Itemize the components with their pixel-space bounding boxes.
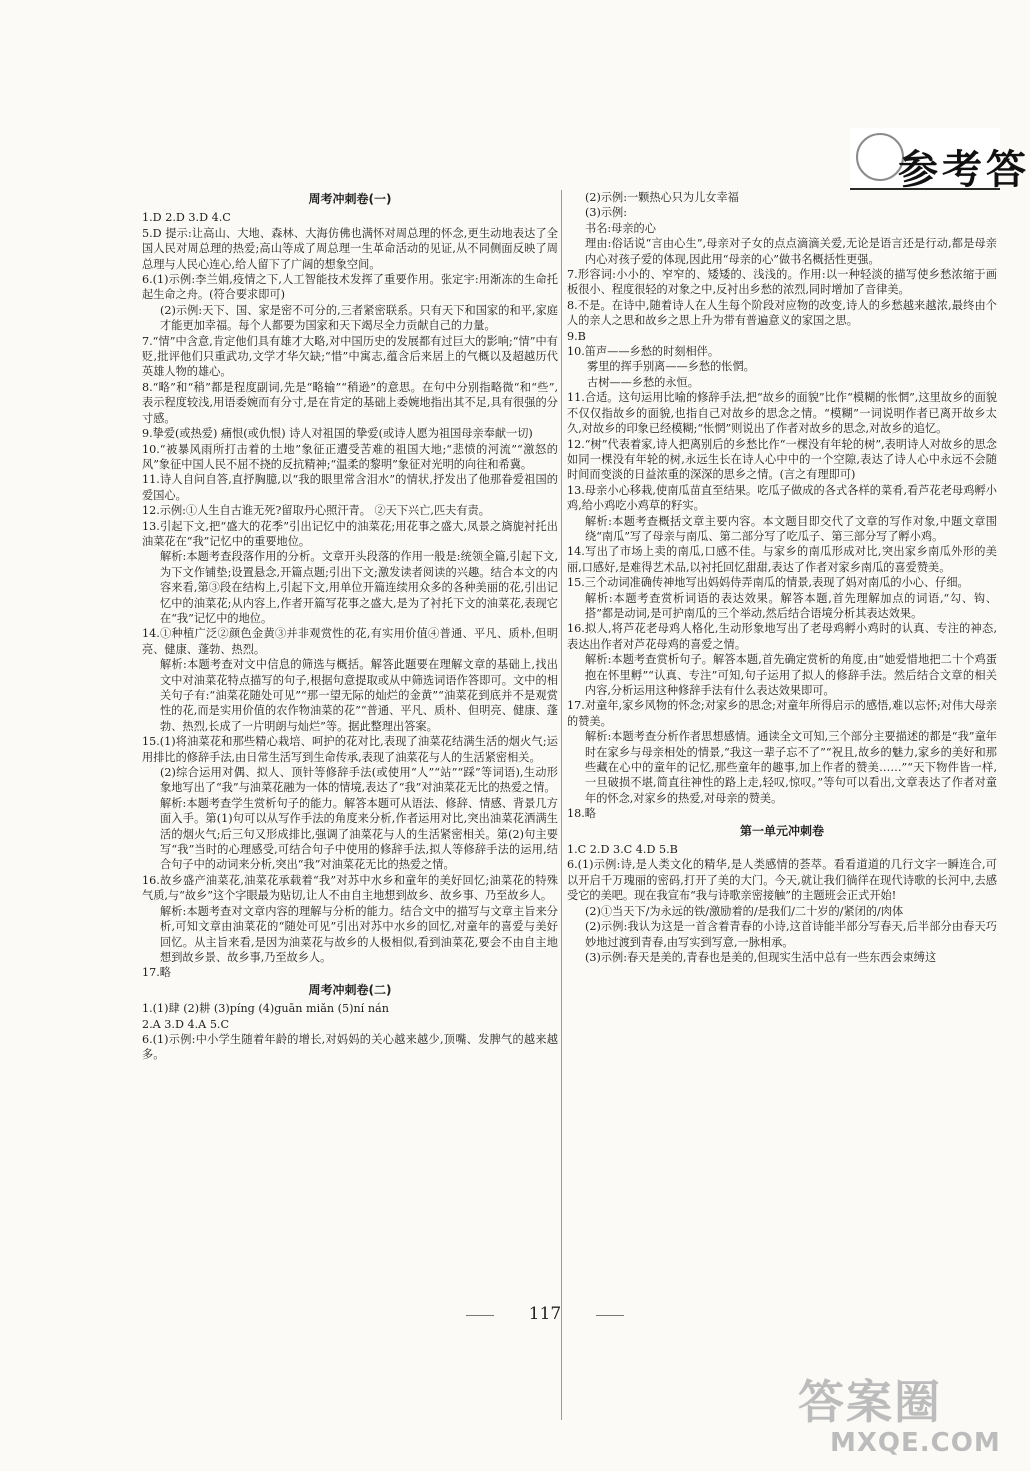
answer-paragraph: 17.略: [142, 966, 171, 980]
page-number: 117: [500, 1304, 590, 1324]
answer-paragraph: 13.引起下文,把“盛大的花季”引出记忆中的油菜花;用花事之盛大,凤景之旖旎衬托出油菜花在“我”记忆中的重要地位。: [142, 519, 558, 548]
answer-paragraph: 16.故乡盛产油菜花,油菜花承载着“我”对苏中水乡和童年的美好回忆;油菜花的特殊气质,与“故乡”这个字眼最为贴切,让人不由自主地想到故乡、故乡事、乃至故乡人。: [142, 873, 558, 903]
answer-paragraph: 12.示例:①人生自古谁无死?留取丹心照汗青。 ②天下兴亡,匹夫有责。: [142, 504, 490, 518]
answer-paragraph: 理由:俗话说“言由心生”,母亲对子女的点点滴滴关爱,无论是语言还是行动,都是母亲内心对孩子爱的体现,因此用“母亲的心”做书名概括性更强。: [585, 237, 997, 266]
section-title: 周考冲刺卷(一): [308, 192, 392, 206]
answer-paragraph: (3)示例:春天是美的,青春也是美的,但现实生活中总有一些东西会束缚这: [585, 950, 937, 964]
header-title: 参考答: [898, 147, 1030, 193]
answer-paragraph: 1.(1)肆 (2)耕 (3)píng (4)guān miǎn (5)ní nán: [142, 1002, 389, 1016]
section-title: 周考冲刺卷(二): [308, 982, 392, 997]
answer-paragraph: 18.略: [567, 807, 596, 821]
answer-paragraph: 15.(1)将油菜花和那些精心栽培、呵护的花对比,表现了油菜花结满生活的烟火气;运用排比的修辞手法,由日常生活写到生命传承,表现了油菜花与人的生活紧密相关。: [142, 735, 558, 764]
answer-paragraph: 雾里的挥手别离——乡愁的怅惘。: [587, 360, 755, 374]
answer-paragraph: 6.(1)示例:中小学生随着年龄的增长,对妈妈的关心越来越少,顶嘴、发脾气的越来越多。: [142, 1032, 558, 1062]
answer-paragraph: 书名:母亲的心: [585, 221, 656, 235]
answer-paragraph: 5.D 提示:让高山、大地、森林、大海仿佛也满怀对周总理的怀念,更生动地表达了全国人民对周总理的热爱;高山等成了周总理一生革命活动的见证,从不同侧面反映了周总理与人民心连心,给人留下了广阔的想象空间。: [142, 226, 558, 271]
answer-paragraph: (2)综合运用对偶、拟人、顶针等修辞手法(或使用“人”“站”“踩”等词语),生动形象地写出了“我”与油菜花融为一体的情境,表达了“我”对油菜花无比的热爱之情。: [160, 766, 558, 795]
answer-paragraph: 解析:本题考查学生赏析句子的能力。解答本题可从语法、修辞、情感、背景几方面入手。第(1)句可以从写作手法的角度来分析,作者运用对比,突出油菜花洒满生活的烟火气;后三句又形成排比,强调了油菜花与人的生活紧密相关。第(2)句主要写“我”当时的心理感受,可结合句子中使用的修辞手法,拟人等修辞手法的运用,结合句子中的动词来分析,突出“我”对油菜花无比的热爱之情。: [160, 796, 558, 872]
answer-paragraph: 解析:本题考查段落作用的分析。文章开头段落的作用一般是:统领全篇,引起下文,为下文作铺垫;设置悬念,开篇点题;引出下文;激发读者阅读的兴趣。结合本文的内容来看,第③段在结构上,引起下文,用单位开篇连续用众多的各种美丽的花,引出记忆中的油菜花;从内容上,作者开篇写花事之盛大,是为了衬托下文的油菜花,表现它在“我”记忆中的地位。: [160, 550, 558, 625]
answer-paragraph: 12.“树”代表着家,诗人把离别后的乡愁比作“一棵没有年轮的树”,表明诗人对故乡的思念如同一棵没有年轮的树,永远生长在诗人心中中的一个空隙,表达了诗人心中永远不会随时间而变淡的日益浓重的深深的思乡之情。(言之有理即可): [567, 437, 997, 482]
answer-paragraph: 10.笛声——乡愁的时刻相伴。: [567, 345, 720, 359]
answer-paragraph: 解析:本题考查赏析词语的表达效果。解答本题,首先理解加点的词语,“勾、钩、搭”都是动词,是可护南瓜的三个举动,然后结合语境分析其表达效果。: [585, 591, 997, 620]
answer-paragraph: 古树——乡愁的永恒。: [587, 375, 699, 389]
answer-paragraph: 7.“情”中含意,肯定他们具有雄才大略,对中国历史的发展都有过巨大的影响;“情”中有贬,批评他们只重武功,文学才华欠缺;“惜”中寓志,蕴含后来居上的气概以及超越历代英雄人物的雄心。: [142, 334, 558, 379]
answer-paragraph: (2)示例:天下、国、家是密不可分的,三者紧密联系。只有天下和国家的和平,家庭才能更加幸福。每个人都要为国家和天下竭尽全力贡献自己的力量。: [160, 303, 558, 333]
answer-paragraph: 11.诗人自问自答,直抒胸臆,以“我的眼里常含泪水”的情状,抒发出了他那眷爱祖国的爱国心。: [142, 473, 558, 502]
stamp: [856, 133, 904, 181]
answer-paragraph: 2.A 3.D 4.A 5.C: [142, 1017, 230, 1031]
answer-paragraph: 11.合适。这句运用比喻的修辞手法,把“故乡的面貌”比作“模糊的怅惘”,这里故乡的面貌不仅仅指故乡的面貌,也指自己对故乡的思念之情。“模糊”一词说明作者已离开故乡太久,对故乡的印象已经模糊;“怅惘”则说出了作者对故乡的思念,对故乡的追忆。: [567, 391, 997, 436]
answer-paragraph: 13.母亲小心移栽,使南瓜苗直至结果。吃瓜子做成的各式各样的菜肴,看芦花老母鸡孵小鸡,给小鸡吃小鸡草的籽实。: [567, 483, 997, 513]
answer-paragraph: 1.C 2.D 3.C 4.D 5.B: [567, 843, 678, 857]
answer-paragraph: 解析:本题考查分析作者思想感情。通读全文可知,三个部分主要描述的都是“我”童年时在家乡与母亲相处的情景,“我这一辈子忘不了”“祝且,故乡的魅力,家乡的美好和那些藏在心中的童年的记忆,那些童年的趣事,加上作者的赞美……”“天下物件皆一样,一旦破损不堪,简直往神性的路上走,轻叹,惊叹。”等句可以看出,文章表达了作者对童年的怀念,对家乡的热爱,对母亲的赞美。: [585, 730, 997, 805]
answer-paragraph: 15.三个动词准确传神地写出妈妈侍弄南瓜的情景,表现了妈对南瓜的小心、仔细。: [567, 576, 969, 590]
answer-paragraph: 8.不是。在诗中,随着诗人在人生每个阶段对应物的改变,诗人的乡愁越来越浓,最终由个人的亲人之思和故乡之思上升为带有普遍意义的家国之思。: [567, 298, 997, 328]
answer-paragraph: 16.拟人,将芦花老母鸡人格化,生动形象地写出了老母鸡孵小鸡时的认真、专注的神态,表达出作者对芦花母鸡的喜爱之情。: [567, 622, 997, 651]
answer-paragraph: 解析:本题考查对文章内容的理解与分析的能力。结合文中的描写与文章主旨来分析,可知文章由油菜花的“随处可见”引出对苏中水乡的回忆,对童年的喜爱与美好回忆。从主旨来看,是因为油菜花与故乡的人极相似,看到油菜花,要会不由自主地想到故乡景、故乡事,乃至故乡人。: [160, 904, 558, 964]
answer-paragraph: 解析:本题考查对文中信息的筛选与概括。解答此题要在理解文章的基础上,找出文中对油菜花特点描写的句子,根据句意提取或从中筛选词语作答即可。文中的相关句子有:“油菜花随处可见”“那一望无际的灿烂的金黄”“油菜花到底并不是观赏性的花,而是实用价值的农作物油菜的花”“普通、平凡、质朴、但明亮、健康、蓬勃、热烈,长成了一片明朗与灿烂”等。据此整理出答案。: [160, 658, 558, 733]
answer-paragraph: 解析:本题考查概括文章主要内容。本文题目即交代了文章的写作对象,中题文章围绕“南瓜”写了母亲与南瓜、第二部分写了吃瓜子、第三部分写了孵小鸡。: [585, 514, 997, 543]
answer-paragraph: 解析:本题考查赏析句子。解答本题,首先确定赏析的角度,由“她爱惜地把二十个鸡蛋抱在怀里孵”“认真、专注”可知,句子运用了拟人的修辞手法。然后结合文章的相关内容,分析运用这种修辞手法有什么表达效果即可。: [585, 653, 997, 697]
answer-paragraph: (3)示例:: [585, 206, 627, 220]
answer-paragraph: 6.(1)示例:李兰娟,疫情之下,人工智能技术发挥了重要作用。张定宇:用渐冻的生命托起生命之舟。(符合要求即可): [142, 273, 558, 302]
answer-paragraph: (2)示例:我认为这是一首含着青春的小诗,这首诗能半部分写春天,后半部分由春天巧妙地过渡到青春,由写实到写意,一脉相承。: [585, 920, 997, 949]
answer-paragraph: 9.B: [567, 329, 586, 343]
left-column: [142, 190, 558, 1445]
answer-paragraph: 14.写出了市场上卖的南瓜,口感不佳。与家乡的南瓜形成对比,突出家乡南瓜外形的美丽,口感好,是难得艺术品,以衬托回忆甜甜,表达了作者对家乡南瓜的喜爱赞美。: [567, 545, 997, 574]
answer-paragraph: 10.“被暴风雨所打击着的土地”象征正遭受苦难的祖国大地;“悲愤的河流”“激怒的风”象征中国人民不屈不挠的反抗精神;“温柔的黎明”象征对光明的向往和希冀。: [142, 442, 558, 471]
answer-paragraph: 9.挚爱(或热爱) 痛恨(或仇恨) 诗人对祖国的挚爱(或诗人愿为祖国母亲奉献一切): [142, 427, 533, 441]
right-column: [567, 190, 997, 1445]
section-title: 第一单元冲刺卷: [739, 823, 824, 838]
watermark-url: MXQE.COM: [830, 1428, 1001, 1458]
answer-paragraph: 7.形容词:小小的、窄窄的、矮矮的、浅浅的。作用:以一种轻淡的描写使乡愁浓缩于画板很小、程度很轻的对象之中,反衬出乡愁的浓烈,同时增加了音律美。: [567, 268, 997, 297]
answer-paragraph: 17.对童年,家乡风物的怀念;对家乡的思念;对童年所得启示的感悟,难以忘怀;对伟大母亲的赞美。: [567, 699, 997, 728]
watermark-logo-text: 答案圈: [798, 1375, 942, 1429]
answer-paragraph: 1.D 2.D 3.D 4.C: [142, 211, 231, 225]
answer-paragraph: 8.“略”和“稍”都是程度副词,先是“略输”“稍逊”的意思。在句中分别指略微“和“些”,表示程度较浅,用语委婉而有分寸,是在肯定的基础上委婉地指出其不足,具有很强的分寸感。: [142, 380, 558, 425]
answer-paragraph: (2)①当天下/为永远的铁/激励着的/是我们/二十岁的/紧闭的/肉体: [585, 904, 904, 918]
watermark: [770, 1366, 1001, 1466]
column-divider: [561, 190, 562, 1420]
answer-paragraph: 14.①种植广泛②颜色金黄③并非观赏性的花,有实用价值④普通、平凡、质朴,但明亮、健康、蓬勃、热烈。: [142, 627, 558, 656]
answer-paragraph: 6.(1)示例:诗,是人类文化的精华,是人类感情的荟萃。看看道道的几行文字一瞬连合,可以开启千万瑰丽的密码,打开了美的大门。今天,就让我们徜徉在现代诗歌的长河中,去感受它的美吧。现在我宣布“我与诗歌亲密接触”的主题班会正式开始!: [567, 858, 997, 903]
answer-paragraph: (2)示例:一颗热心只为儿女幸福: [585, 191, 739, 204]
